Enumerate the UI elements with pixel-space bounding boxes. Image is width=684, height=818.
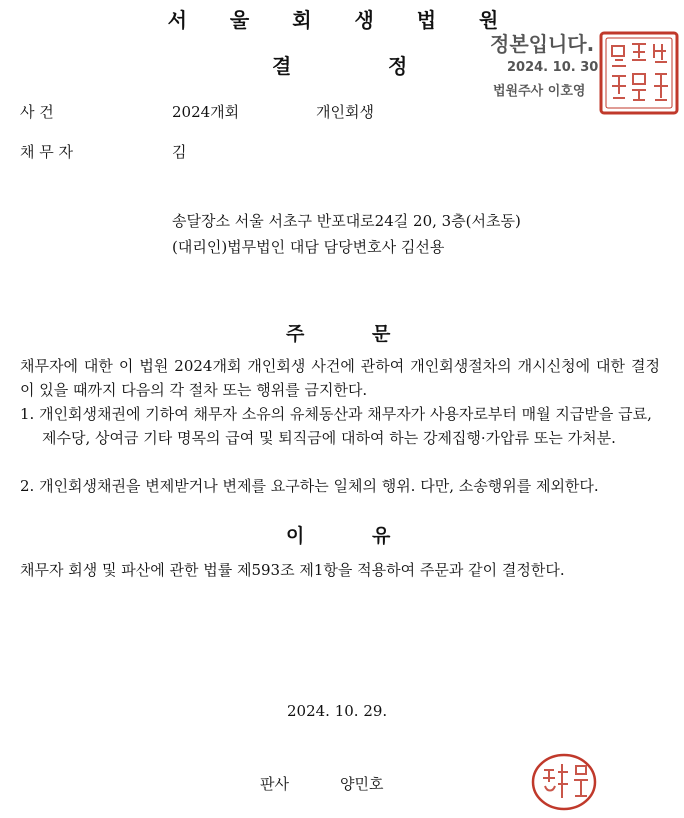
certified-copy-stamp-title: 정본입니다. xyxy=(490,32,595,56)
order-heading-right: 문 xyxy=(372,323,391,345)
order-item-1: 1. 개인회생채권에 기하여 채무자 소유의 유체동산과 채무자가 사용자로부터 매월 지급받을 급료, 제수당, 상여금 기타 명목의 급여 및 퇴직금에 대하여 하는 강제집행·가압류 또는 가처분. xyxy=(20,405,652,447)
judge-name: 양민호 xyxy=(340,775,384,793)
doc-type-right: 정 xyxy=(388,54,408,78)
order-item-2: 2. 개인회생채권을 변제받거나 변제를 요구하는 일체의 행위. 다만, 소송행위를 제외한다. xyxy=(20,477,599,495)
reason-text: 채무자 회생 및 파산에 관한 법률 제593조 제1항을 적용하여 주문과 같이 결정한다. xyxy=(20,561,565,579)
certified-copy-stamp-clerk: 법원주사 이호영 xyxy=(493,84,586,99)
doc-type-left: 결 xyxy=(272,54,292,78)
judge-title: 판사 xyxy=(260,775,289,793)
order-intro: 채무자에 대한 이 법원 2024개회 개인회생 사건에 관하여 개인회생절차의 개시신청에 대한 결정이 있을 때까지 다음의 각 절차 또는 행위를 금지한다. xyxy=(20,357,660,399)
case-label: 사 건 xyxy=(20,103,54,121)
order-heading-left: 주 xyxy=(286,323,305,345)
agent-line: (대리인)법무법인 대담 담당변호사 김선용 xyxy=(172,238,445,256)
case-number: 2024개회 xyxy=(172,103,240,121)
court-seal-square xyxy=(598,30,680,116)
reason-heading-left: 이 xyxy=(286,525,305,547)
court-name: 서 울 회 생 법 원 xyxy=(167,8,517,32)
reason-heading-right: 유 xyxy=(372,525,391,547)
debtor-label: 채 무 자 xyxy=(20,143,74,161)
certified-copy-stamp-date: 2024. 10. 30. xyxy=(507,60,604,75)
debtor-name: 김 xyxy=(172,143,187,161)
judge-seal xyxy=(530,752,598,812)
decision-date: 2024. 10. 29. xyxy=(287,702,388,720)
service-address: 송달장소 서울 서초구 반포대로24길 20, 3층(서초동) xyxy=(172,212,521,230)
case-type: 개인회생 xyxy=(316,103,374,121)
